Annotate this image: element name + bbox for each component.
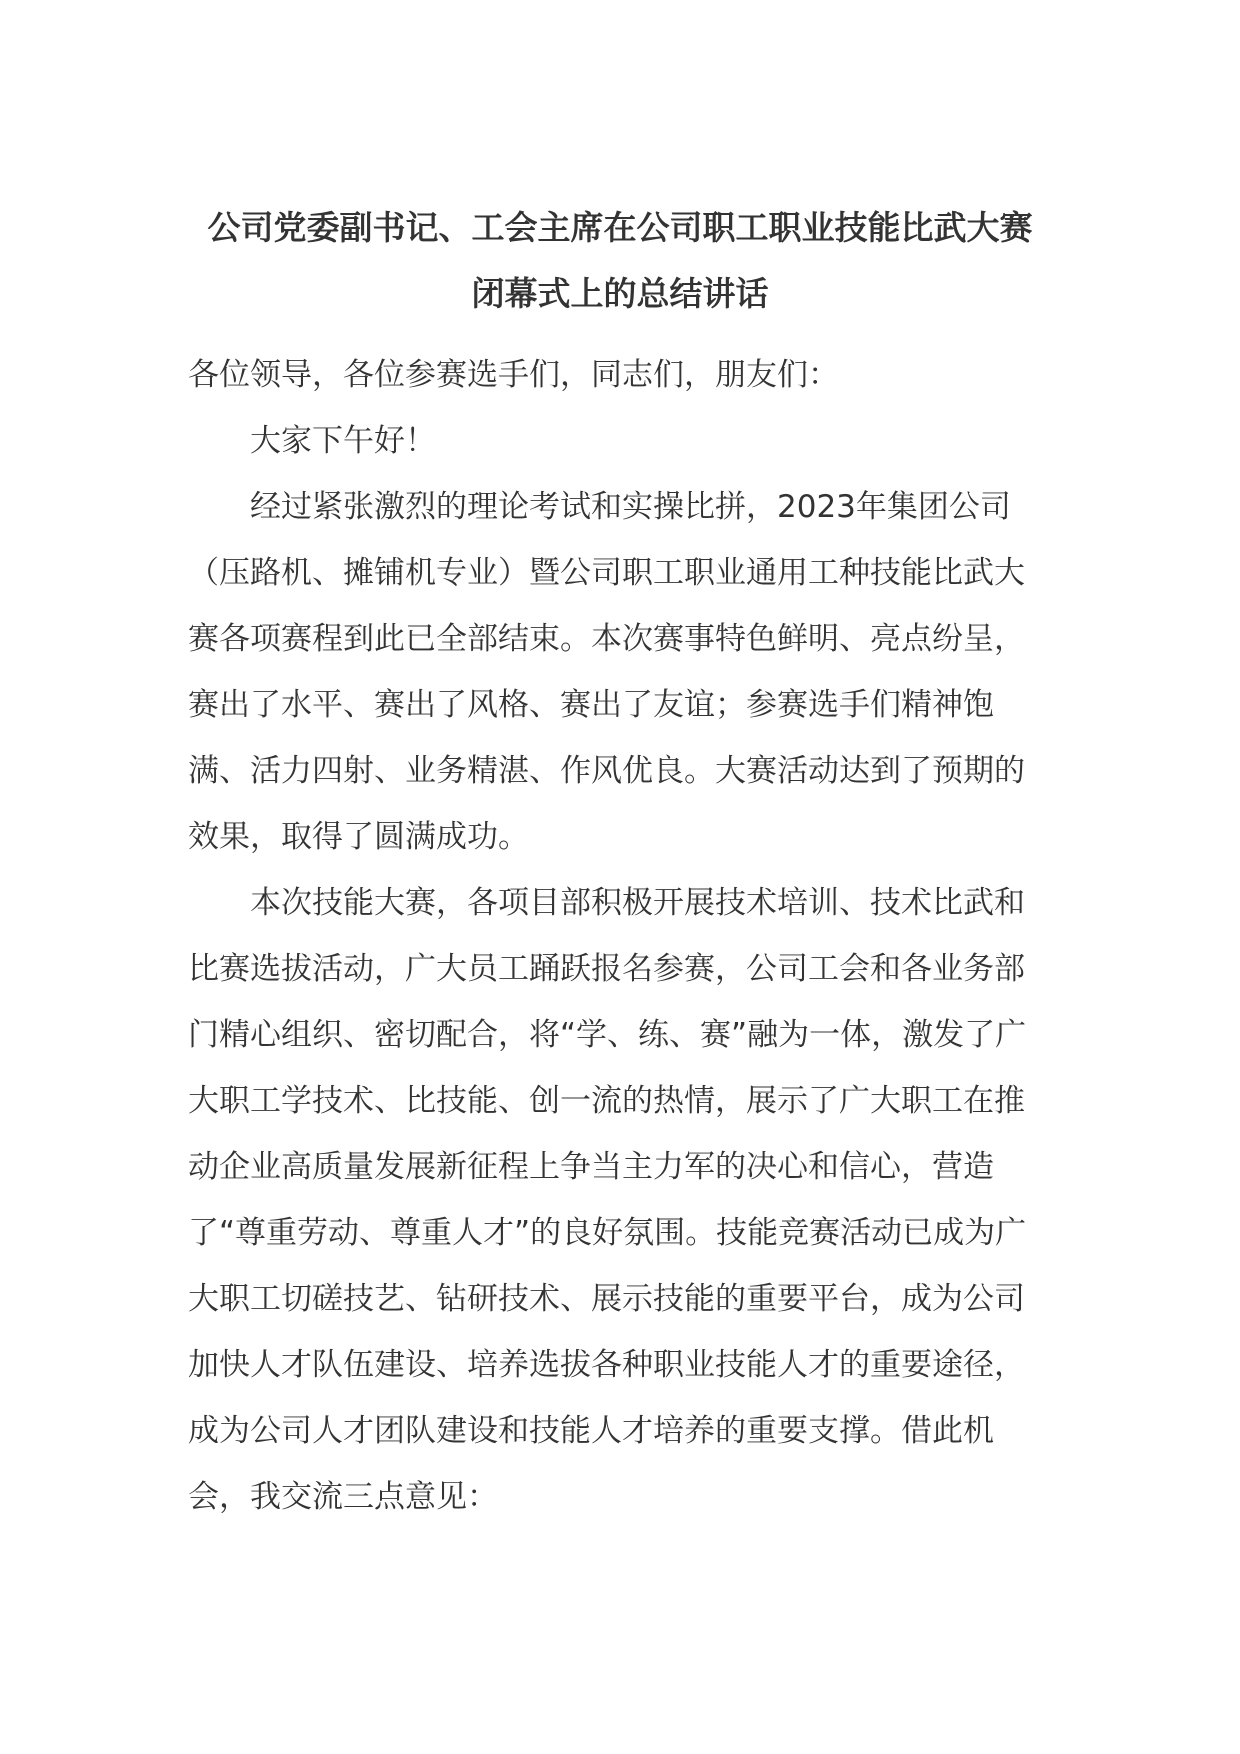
salutation: 各位领导，各位参赛选手们，同志们，朋友们： (188, 357, 839, 393)
document-body (188, 342, 1048, 1530)
paragraph-2: 本次技能大赛，各项目部积极开展技术培训、技术比武和比赛选拔活动，广大员工踊跃报名参赛，公司工会和各业务部门精心组织、密切配合，将“学、练、赛”融为一体，激发了广大职工学技术、比技能、创一流的热情，展示了广大职工在推动企业高质量发展新征程上争当主力军的决心和信心，营造了“尊重劳动、尊重人才”的良好氛围。技能竞赛活动已成为广大职工切磋技艺、钻研技术、展示技能的重要平台，成为公司加快人才队伍建设、培养选拔各种职业技能人才的重要途径，成为公司人才团队建设和技能人才培养的重要支撑。借此机会，我交流三点意见： (188, 885, 1027, 1515)
greeting: 大家下午好！ (250, 423, 436, 459)
document-title-line-1: 公司党委副书记、工会主席在公司职工职业技能比武大赛 (207, 208, 1033, 247)
paragraph-1: 经过紧张激烈的理论考试和实操比拼，2023年集团公司（压路机、摊铺机专业）暨公司职工职业通用工种技能比武大赛各项赛程到此已全部结束。本次赛事特色鲜明、亮点纷呈，赛出了水平、赛出了风格、赛出了友谊；参赛选手们精神饱满、活力四射、业务精湛、作风优良。大赛活动达到了预期的效果，取得了圆满成功。 (188, 489, 1025, 855)
document-title-line-2: 闭幕式上的总结讲话 (471, 274, 769, 313)
